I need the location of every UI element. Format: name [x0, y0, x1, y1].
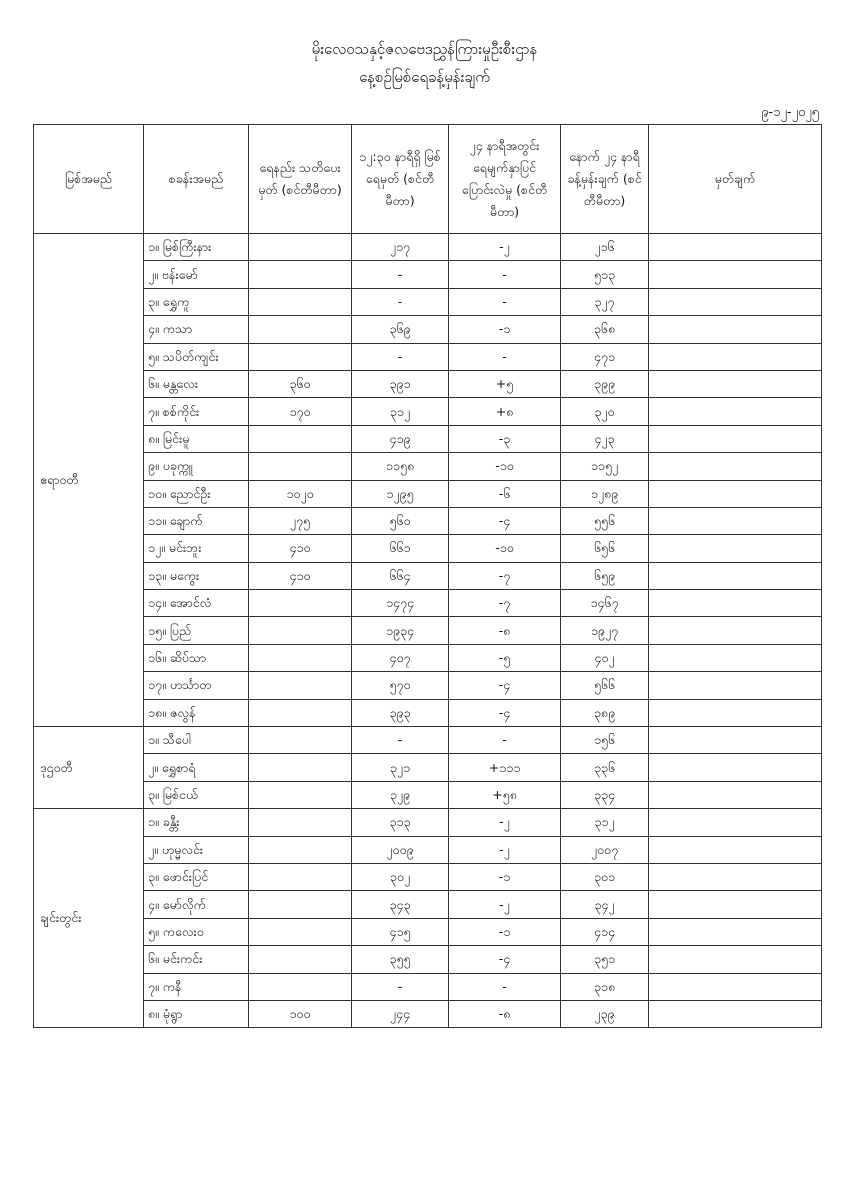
remarks-cell [649, 288, 822, 315]
low-warning-cell [249, 644, 352, 671]
remarks-cell [649, 727, 822, 754]
forecast-cell: ၄၁၄ [561, 918, 649, 945]
table-row [34, 480, 822, 507]
table-row [34, 809, 822, 836]
table-row [34, 973, 822, 1000]
table-row [34, 590, 822, 617]
water-level-cell: ၅၇၀ [352, 672, 449, 699]
table-row [34, 1000, 822, 1027]
low-warning-cell: ၁၀၀ [249, 1000, 352, 1027]
river-name: ဧရာဝတီ [34, 234, 144, 727]
water-level-cell: ၆၆၁ [352, 535, 449, 562]
table-row [34, 261, 822, 288]
remarks-cell [649, 863, 822, 890]
table-row [34, 863, 822, 890]
station-name: ၁။ ခန္တီး [144, 809, 249, 836]
low-warning-cell: ၃၆၀ [249, 370, 352, 397]
table-row [34, 316, 822, 343]
low-warning-cell [249, 891, 352, 918]
table-row [34, 946, 822, 973]
remarks-cell [649, 809, 822, 836]
remarks-cell [649, 1000, 822, 1027]
remarks-cell [649, 535, 822, 562]
level-change-cell: -၁ [449, 863, 561, 890]
report-date: ၉-၁၂-၂၀၂၅ [761, 105, 819, 120]
station-name: ၃။ ဖောင်းပြင် [144, 863, 249, 890]
station-name: ၁၂။ မင်းဘူး [144, 535, 249, 562]
remarks-cell [649, 507, 822, 534]
level-change-cell: -၆ [449, 480, 561, 507]
forecast-cell: ၁၁၅၂ [561, 453, 649, 480]
low-warning-cell [249, 946, 352, 973]
level-change-cell: - [449, 973, 561, 1000]
col-header-change: ၂၄ နာရီအတွင်း ရေမျက်နှာပြင် ပြောင်းလဲမှု (စင်တီမီတာ) [449, 125, 561, 234]
level-change-cell: -၁၀ [449, 453, 561, 480]
forecast-cell: ၄၇၁ [561, 343, 649, 370]
station-name: ၈။ မြင်းမူ [144, 425, 249, 452]
low-warning-cell [249, 288, 352, 315]
col-header-remarks: မှတ်ချက် [649, 125, 822, 234]
water-level-cell: ၁၁၅၈ [352, 453, 449, 480]
level-change-cell: -၇ [449, 590, 561, 617]
water-level-cell: ၁၉၃၄ [352, 617, 449, 644]
station-name: ၁၁။ ချောက် [144, 507, 249, 534]
forecast-cell: ၅၁၃ [561, 261, 649, 288]
level-change-cell: -၂ [449, 809, 561, 836]
water-level-cell: ၃၂၉ [352, 781, 449, 808]
low-warning-cell [249, 973, 352, 1000]
water-level-cell: ၂၄၄ [352, 1000, 449, 1027]
station-name: ၂။ ဗန်းမော် [144, 261, 249, 288]
station-name: ၇။ ကနီ [144, 973, 249, 1000]
table-row [34, 343, 822, 370]
level-change-cell: - [449, 343, 561, 370]
station-name: ၅။ ကလေးဝ [144, 918, 249, 945]
station-name: ၅။ သပိတ်ကျင်း [144, 343, 249, 370]
col-header-station: စခန်းအမည် [144, 125, 249, 234]
remarks-cell [649, 891, 822, 918]
remarks-cell [649, 562, 822, 589]
level-change-cell: - [449, 261, 561, 288]
table-row [34, 727, 822, 754]
water-level-cell: ၃၁၂ [352, 398, 449, 425]
level-change-cell: -၁ [449, 918, 561, 945]
station-name: ၁၅။ ပြည် [144, 617, 249, 644]
level-change-cell: -၁ [449, 316, 561, 343]
forecast-cell: ၃၈၉ [561, 699, 649, 726]
table-body [34, 234, 822, 1028]
low-warning-cell [249, 699, 352, 726]
remarks-cell [649, 343, 822, 370]
low-warning-cell [249, 781, 352, 808]
table-row [34, 644, 822, 671]
document-title: မိုးလေဝသနှင့်ဇလဗေဒညွှန်ကြားမှုဦးစီးဌာန [311, 40, 538, 58]
station-name: ၁၈။ ဇလွန် [144, 699, 249, 726]
table-row [34, 562, 822, 589]
remarks-cell [649, 644, 822, 671]
low-warning-cell [249, 918, 352, 945]
forecast-table [33, 124, 822, 1028]
station-name: ၄။ ကသာ [144, 316, 249, 343]
station-name: ၉။ ပခုက္ကူ [144, 453, 249, 480]
table-row [34, 617, 822, 644]
forecast-cell: ၃၆၈ [561, 316, 649, 343]
low-warning-cell [249, 836, 352, 863]
level-change-cell: +၅ [449, 370, 561, 397]
river-name: ဒုဌဝတီ [34, 727, 144, 809]
level-change-cell: - [449, 727, 561, 754]
station-name: ၂။ ဟုမ္မလင်း [144, 836, 249, 863]
remarks-cell [649, 370, 822, 397]
water-level-cell: - [352, 727, 449, 754]
forecast-cell: ၃၀၁ [561, 863, 649, 890]
level-change-cell: - [449, 288, 561, 315]
remarks-cell [649, 480, 822, 507]
water-level-cell: - [352, 288, 449, 315]
forecast-cell: ၃၁၈ [561, 973, 649, 1000]
water-level-cell: ၁၂၉၅ [352, 480, 449, 507]
col-header-water-level: ၁၂:၃၀ နာရီရှိ မြစ်ရေမှတ် (စင်တီမီတာ) [352, 125, 449, 234]
station-name: ၁။ မြစ်ကြီးနား [144, 234, 249, 261]
remarks-cell [649, 781, 822, 808]
forecast-cell: ၁၅၆ [561, 727, 649, 754]
forecast-cell: ၂၁၆ [561, 234, 649, 261]
forecast-cell: ၆၅၉ [561, 562, 649, 589]
remarks-cell [649, 316, 822, 343]
table-row [34, 754, 822, 781]
forecast-cell: ၂၀၀၇ [561, 836, 649, 863]
station-name: ၆။ မန္တလေး [144, 370, 249, 397]
forecast-cell: ၁၄၆၇ [561, 590, 649, 617]
remarks-cell [649, 973, 822, 1000]
water-level-cell: ၂၀၀၉ [352, 836, 449, 863]
table-row [34, 234, 822, 261]
station-name: ၂။ ရွှေစာရံ [144, 754, 249, 781]
station-name: ၃။ ရွှေကူ [144, 288, 249, 315]
river-name: ချင်းတွင်း [34, 809, 144, 1028]
low-warning-cell [249, 234, 352, 261]
station-name: ၁၆။ ဆိပ်သာ [144, 644, 249, 671]
level-change-cell: -၄ [449, 672, 561, 699]
station-name: ၆။ မင်းကင်း [144, 946, 249, 973]
low-warning-cell [249, 863, 352, 890]
forecast-cell: ၃၄၂ [561, 891, 649, 918]
level-change-cell: +၁၁၁ [449, 754, 561, 781]
forecast-cell: ၆၅၆ [561, 535, 649, 562]
station-name: ၄။ မော်လိုက် [144, 891, 249, 918]
table-row [34, 535, 822, 562]
forecast-cell: ၃၉၉ [561, 370, 649, 397]
low-warning-cell: ၄၁၀ [249, 535, 352, 562]
table-row [34, 836, 822, 863]
low-warning-cell [249, 590, 352, 617]
remarks-cell [649, 590, 822, 617]
level-change-cell: -၄ [449, 507, 561, 534]
forecast-cell: ၄၀၂ [561, 644, 649, 671]
station-name: ၁၄။ အောင်လံ [144, 590, 249, 617]
table-row [34, 398, 822, 425]
level-change-cell: -၂ [449, 891, 561, 918]
water-level-cell: - [352, 343, 449, 370]
water-level-cell: ၁၄၇၄ [352, 590, 449, 617]
water-level-cell: ၃၁၃ [352, 809, 449, 836]
forecast-cell: ၃၃၆ [561, 754, 649, 781]
remarks-cell [649, 261, 822, 288]
header-row [34, 125, 822, 234]
remarks-cell [649, 918, 822, 945]
water-level-cell: - [352, 973, 449, 1000]
table-row [34, 453, 822, 480]
water-level-cell: ၂၁၇ [352, 234, 449, 261]
water-level-cell: ၄၁၉ [352, 425, 449, 452]
remarks-cell [649, 425, 822, 452]
water-level-cell: ၃၉၃ [352, 699, 449, 726]
station-name: ၈။ မုံရွာ [144, 1000, 249, 1027]
water-level-cell: ၅၆၀ [352, 507, 449, 534]
col-header-forecast: နောက် ၂၄ နာရီ ခန့်မှန်းချက် (စင်တီမီတာ) [561, 125, 649, 234]
forecast-cell: ၂၃၉ [561, 1000, 649, 1027]
level-change-cell: -၂ [449, 836, 561, 863]
forecast-cell: ၅၆၆ [561, 672, 649, 699]
remarks-cell [649, 234, 822, 261]
low-warning-cell [249, 453, 352, 480]
col-header-low-warning: ရေနည်း သတိပေးမှတ် (စင်တီမီတာ) [249, 125, 352, 234]
low-warning-cell [249, 809, 352, 836]
low-warning-cell [249, 425, 352, 452]
forecast-cell: ၁၉၂၇ [561, 617, 649, 644]
document-subtitle: နေ့စဉ်မြစ်ရေခန့်မှန်းချက် [359, 68, 490, 86]
station-name: ၁၇။ ဟင်္သာတ [144, 672, 249, 699]
low-warning-cell [249, 672, 352, 699]
table-row [34, 507, 822, 534]
table-row [34, 699, 822, 726]
water-level-cell: ၃၉၁ [352, 370, 449, 397]
station-name: ၇။ စစ်ကိုင်း [144, 398, 249, 425]
forecast-cell: ၁၂၈၉ [561, 480, 649, 507]
station-name: ၁၃။ မကွေး [144, 562, 249, 589]
table-row [34, 288, 822, 315]
water-level-cell: ၄၀၇ [352, 644, 449, 671]
level-change-cell: -၃ [449, 425, 561, 452]
remarks-cell [649, 946, 822, 973]
table-row [34, 370, 822, 397]
low-warning-cell: ၁၀၂၀ [249, 480, 352, 507]
level-change-cell: -၇ [449, 562, 561, 589]
water-level-cell: ၃၆၉ [352, 316, 449, 343]
water-level-cell: ၆၆၄ [352, 562, 449, 589]
level-change-cell: -၅ [449, 644, 561, 671]
table-row [34, 672, 822, 699]
table-row [34, 425, 822, 452]
level-change-cell: -၈ [449, 1000, 561, 1027]
station-name: ၁၀။ ညောင်ဦး [144, 480, 249, 507]
forecast-cell: ၃၃၄ [561, 781, 649, 808]
low-warning-cell [249, 343, 352, 370]
remarks-cell [649, 672, 822, 699]
low-warning-cell [249, 261, 352, 288]
level-change-cell: +၈ [449, 398, 561, 425]
water-level-cell: ၃၄၃ [352, 891, 449, 918]
water-level-cell: ၃၂၁ [352, 754, 449, 781]
level-change-cell: -၂ [449, 234, 561, 261]
forecast-cell: ၃၂၀ [561, 398, 649, 425]
table-row [34, 781, 822, 808]
level-change-cell: -၁၀ [449, 535, 561, 562]
low-warning-cell: ၄၁၀ [249, 562, 352, 589]
station-name: ၃။ မြစ်ငယ် [144, 781, 249, 808]
forecast-cell: ၃၁၂ [561, 809, 649, 836]
remarks-cell [649, 617, 822, 644]
table-row [34, 891, 822, 918]
station-name: ၁။ သီပေါ [144, 727, 249, 754]
forecast-cell: ၅၅၆ [561, 507, 649, 534]
remarks-cell [649, 453, 822, 480]
forecast-cell: ၃၅၁ [561, 946, 649, 973]
water-level-cell: ၃၅၅ [352, 946, 449, 973]
low-warning-cell: ၁၇၀ [249, 398, 352, 425]
level-change-cell: -၈ [449, 617, 561, 644]
table-row [34, 918, 822, 945]
col-header-river: မြစ်အမည် [34, 125, 144, 234]
water-level-cell: - [352, 261, 449, 288]
level-change-cell: -၄ [449, 946, 561, 973]
low-warning-cell [249, 727, 352, 754]
low-warning-cell [249, 316, 352, 343]
low-warning-cell [249, 754, 352, 781]
forecast-cell: ၄၂၃ [561, 425, 649, 452]
remarks-cell [649, 699, 822, 726]
low-warning-cell: ၂၇၅ [249, 507, 352, 534]
forecast-cell: ၃၂၇ [561, 288, 649, 315]
remarks-cell [649, 398, 822, 425]
level-change-cell: +၅၈ [449, 781, 561, 808]
remarks-cell [649, 754, 822, 781]
level-change-cell: -၄ [449, 699, 561, 726]
water-level-cell: ၃၀၂ [352, 863, 449, 890]
water-level-cell: ၄၁၅ [352, 918, 449, 945]
low-warning-cell [249, 617, 352, 644]
remarks-cell [649, 836, 822, 863]
